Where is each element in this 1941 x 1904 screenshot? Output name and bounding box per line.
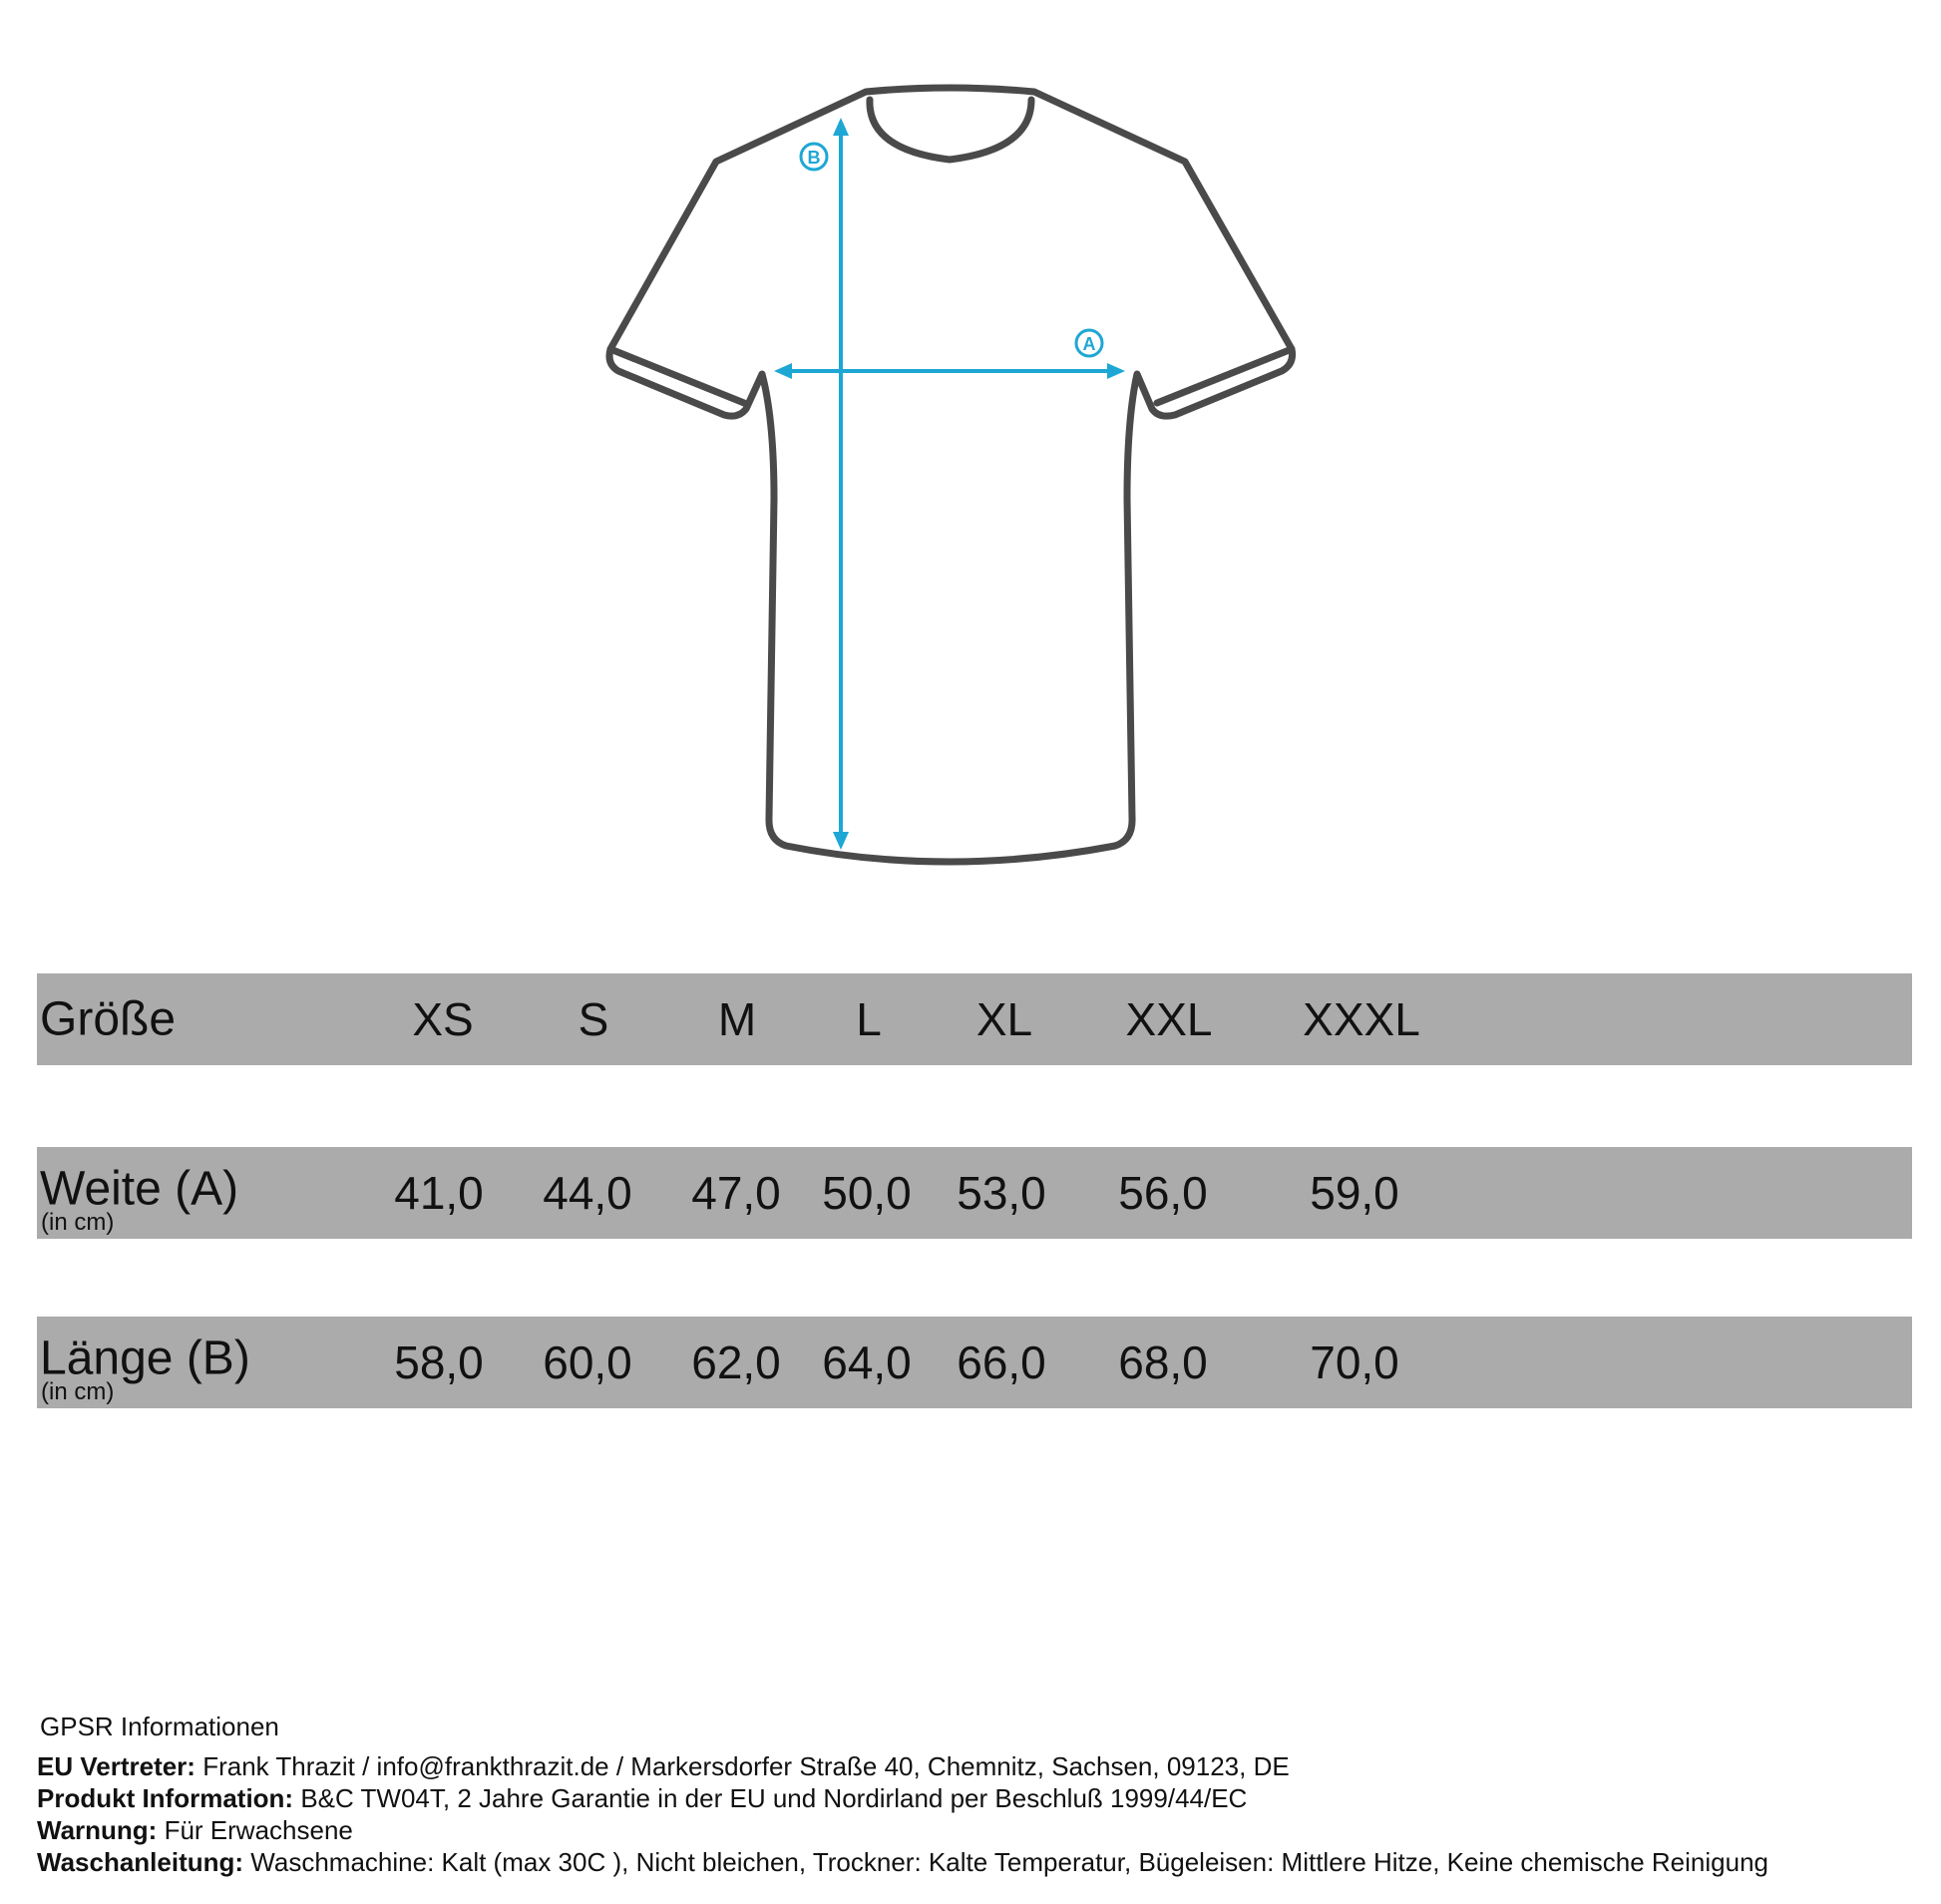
gpsr-info	[37, 1711, 1768, 1878]
gpsr-washing	[37, 1846, 1768, 1878]
width-s: 44,0	[543, 1167, 632, 1219]
label-a-text: A	[1082, 334, 1096, 354]
label-b-text: B	[807, 148, 821, 168]
length-l: 64,0	[822, 1336, 912, 1388]
length-row-label: Länge (B)	[40, 1332, 250, 1385]
gpsr-value: Für Erwachsene	[164, 1815, 353, 1845]
label-b-badge	[801, 144, 827, 170]
tshirt-diagram	[0, 0, 1941, 938]
gpsr-key: Warnung:	[37, 1815, 158, 1845]
size-header-label: Größe	[40, 992, 177, 1046]
length-row	[37, 1317, 1912, 1408]
width-xxxl: 59,0	[1310, 1167, 1399, 1219]
width-m: 47,0	[691, 1167, 781, 1219]
length-row-unit: (in cm)	[41, 1378, 115, 1405]
label-a-badge	[1076, 330, 1102, 356]
gpsr-product-info	[37, 1782, 1768, 1814]
size-s: S	[578, 993, 609, 1045]
measure-line-b	[833, 118, 849, 850]
length-xl: 66,0	[957, 1336, 1046, 1388]
gpsr-key: Produkt Information:	[37, 1783, 294, 1813]
width-row	[37, 1147, 1912, 1239]
measure-line-a	[774, 363, 1125, 379]
width-xl: 53,0	[957, 1167, 1046, 1219]
gpsr-value: Waschmachine: Kalt (max 30C ), Nicht bleichen, Trockner: Kalte Temperatur, Bügeleisen: Mittlere Hitze, Keine chemische Reinigung	[250, 1847, 1768, 1877]
width-xxl: 56,0	[1118, 1167, 1208, 1219]
size-xl: XL	[975, 993, 1033, 1045]
tshirt-outline	[609, 88, 1293, 862]
width-row-unit: (in cm)	[41, 1209, 115, 1236]
gpsr-warning	[37, 1814, 1768, 1846]
size-xxl: XXL	[1125, 993, 1213, 1045]
gpsr-value: B&C TW04T, 2 Jahre Garantie in der EU und Nordirland per Beschluß 1999/44/EC	[300, 1783, 1248, 1813]
gpsr-value: Frank Thrazit / info@frankthrazit.de / Markersdorfer Straße 40, Chemnitz, Sachsen, 09123, DE	[202, 1751, 1290, 1781]
width-xs: 41,0	[394, 1167, 484, 1219]
width-row-label: Weite (A)	[40, 1162, 239, 1216]
length-m: 62,0	[691, 1336, 781, 1388]
size-m: M	[717, 993, 757, 1045]
gpsr-key: Waschanleitung:	[37, 1847, 244, 1877]
size-l: L	[856, 993, 882, 1045]
length-xxl: 68,0	[1118, 1336, 1208, 1388]
length-s: 60,0	[543, 1336, 632, 1388]
size-header-row	[37, 973, 1912, 1065]
width-l: 50,0	[822, 1167, 912, 1219]
gpsr-heading: GPSR Informationen	[40, 1712, 279, 1741]
size-xxxl: XXXL	[1303, 993, 1420, 1045]
gpsr-eu-representative	[37, 1750, 1768, 1782]
length-xxxl: 70,0	[1310, 1336, 1399, 1388]
size-xs: XS	[412, 993, 474, 1045]
gpsr-key: EU Vertreter:	[37, 1751, 195, 1781]
length-xs: 58,0	[394, 1336, 484, 1388]
